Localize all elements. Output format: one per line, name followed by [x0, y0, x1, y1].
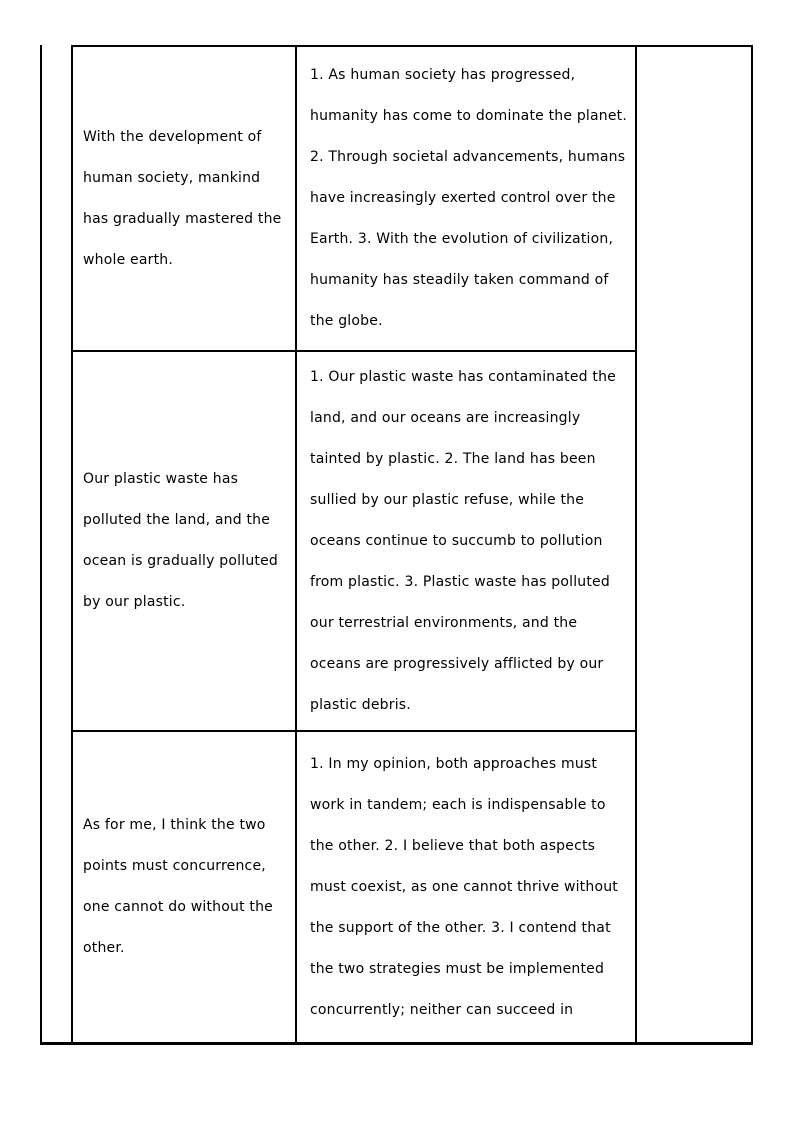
translation-table	[40, 45, 753, 1045]
paraphrase-options-text: 1. Our plastic waste has contaminated the land, and our oceans are increasingly tainted by plastic. 2. The land has been sullied by our plastic refuse, while the oceans continue to succumb to pollution from plastic. 3. Plastic waste has polluted our terrestrial environments, and the oceans are progressively afflicted by our plastic debris.	[310, 368, 616, 713]
paraphrase-options-cell	[297, 732, 637, 1042]
paraphrase-options-cell	[297, 45, 637, 352]
right-margin-column	[637, 45, 753, 1042]
original-sentence-cell	[73, 45, 297, 352]
original-sentence-cell	[73, 352, 297, 732]
original-sentence-text: Our plastic waste has polluted the land, and the ocean is gradually polluted by our plastic.	[83, 471, 278, 610]
original-sentence-text: With the development of human society, mankind has gradually mastered the whole earth.	[83, 128, 282, 268]
left-margin-column	[40, 45, 73, 1042]
original-sentence-text: As for me, I think the two points must concurrence, one cannot do without the other.	[83, 817, 273, 956]
paraphrase-options-text: 1. In my opinion, both approaches must work in tandem; each is indispensable to the other. 2. I believe that both aspects must coexist, as one cannot thrive without the support of the other. 3. I contend that the two strategies must be implemented concurrently; neither can succeed in	[310, 755, 618, 1018]
original-sentence-cell	[73, 732, 297, 1042]
paraphrase-options-text: 1. As human society has progressed, humanity has come to dominate the planet. 2. Through societal advancements, humans have increasingly exerted control over the Earth. 3. With the evolution of civilization, humanity has steadily taken command of the globe.	[310, 67, 628, 329]
paraphrase-options-cell	[297, 352, 637, 732]
